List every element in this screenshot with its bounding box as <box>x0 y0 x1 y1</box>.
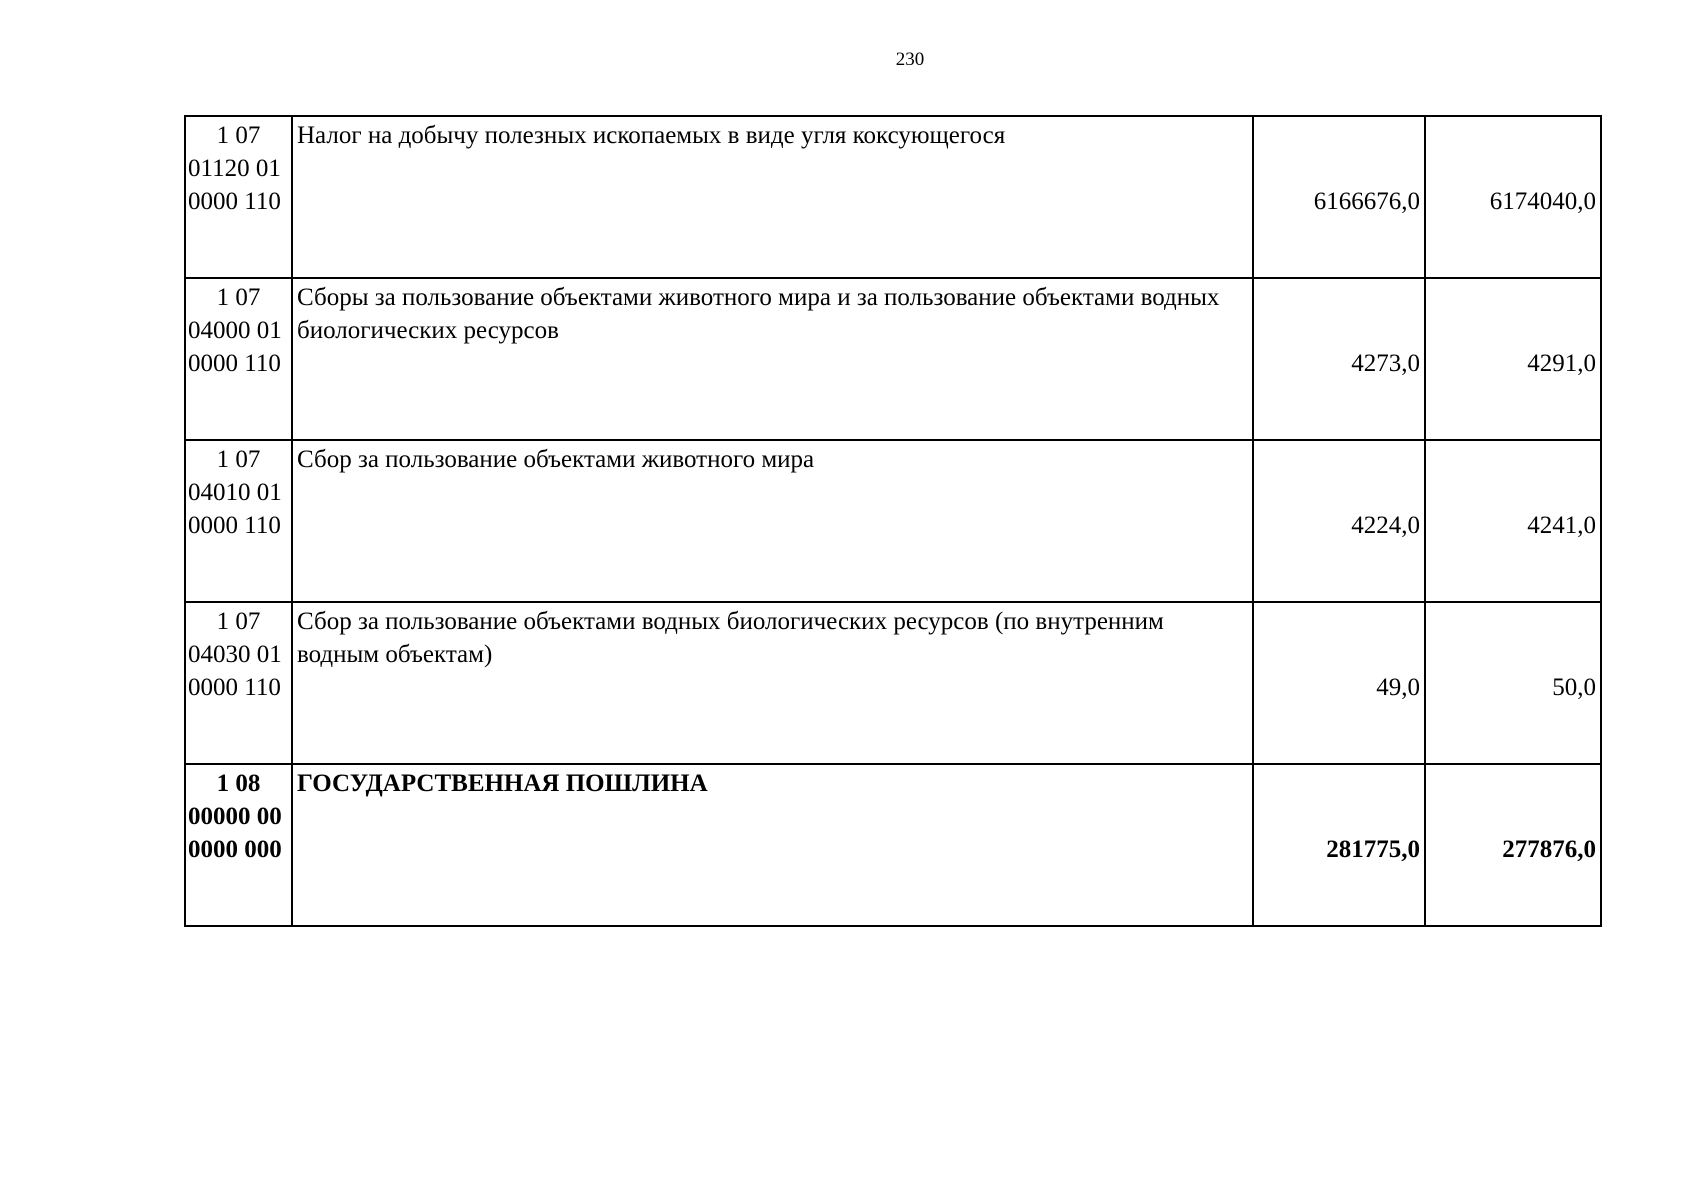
value-cell: 49,0 <box>1253 602 1425 764</box>
value-cell: 6166676,0 <box>1253 116 1425 278</box>
value-cell: 277876,0 <box>1425 764 1601 926</box>
value-cell: 6174040,0 <box>1425 116 1601 278</box>
code-line: 0000 110 <box>188 350 281 377</box>
value-cell: 281775,0 <box>1253 764 1425 926</box>
code-line: 1 07 <box>216 284 261 311</box>
value-cell: 4291,0 <box>1425 278 1601 440</box>
value-cell: 4241,0 <box>1425 440 1601 602</box>
code-cell <box>185 602 292 764</box>
code-line: 1 07 <box>216 608 261 635</box>
code-cell <box>185 764 292 926</box>
code-cell <box>185 116 292 278</box>
name-cell: Сбор за пользование объектами водных биологических ресурсов (по внутренним водным объектам) <box>292 602 1253 764</box>
code-cell <box>185 440 292 602</box>
code-line: 0000 000 <box>188 836 282 863</box>
code-line: 1 08 <box>216 770 261 797</box>
name-cell: Налог на добычу полезных ископаемых в виде угля коксующегося <box>292 116 1253 278</box>
table-row <box>185 116 1601 278</box>
code-line: 00000 00 <box>188 803 282 830</box>
code-line: 1 07 <box>216 122 261 149</box>
code-line: 04010 01 <box>188 479 282 506</box>
code-line: 0000 110 <box>188 512 281 539</box>
name-cell: ГОСУДАРСТВЕННАЯ ПОШЛИНА <box>292 764 1253 926</box>
value-cell: 50,0 <box>1425 602 1601 764</box>
code-line: 0000 110 <box>188 674 281 701</box>
code-line: 01120 01 <box>188 155 281 182</box>
table-row <box>185 602 1601 764</box>
code-cell <box>185 278 292 440</box>
name-cell: Сбор за пользование объектами животного мира <box>292 440 1253 602</box>
code-line: 04030 01 <box>188 641 282 668</box>
budget-table <box>184 115 1602 927</box>
value-cell: 4224,0 <box>1253 440 1425 602</box>
code-line: 04000 01 <box>188 317 282 344</box>
table-row <box>185 764 1601 926</box>
table-row <box>185 278 1601 440</box>
code-line: 1 07 <box>216 446 261 473</box>
name-cell: Сборы за пользование объектами животного мира и за пользование объектами водных биологических ресурсов <box>292 278 1253 440</box>
table-row <box>185 440 1601 602</box>
page-number: 230 <box>895 49 925 70</box>
value-cell: 4273,0 <box>1253 278 1425 440</box>
code-line: 0000 110 <box>188 188 281 215</box>
